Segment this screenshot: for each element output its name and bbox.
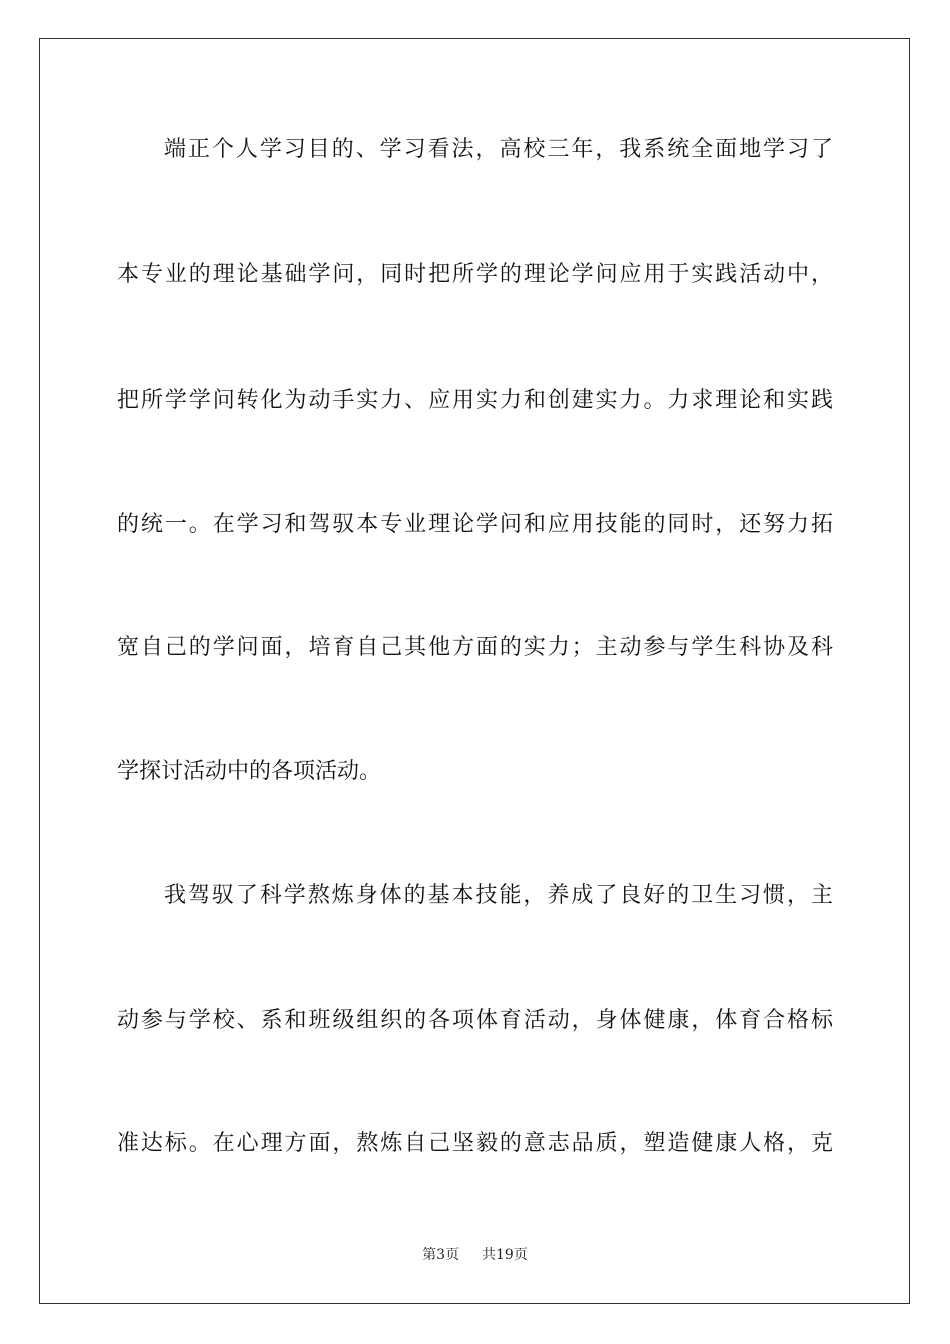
page-border — [39, 38, 910, 1304]
page-total: 共19页 — [482, 1247, 528, 1263]
paragraph-1-line-1: 端正个人学习目的、学习看法，高校三年，我系统全面地学习了 — [164, 137, 833, 162]
paragraph-1-line-2: 本专业的理论基础学问，同时把所学的理论学问应用于实践活动中， — [117, 262, 833, 287]
paragraph-1-line-6: 学探讨活动中的各项活动。 — [117, 759, 382, 784]
paragraph-2-line-1: 我驾驭了科学熬炼身体的基本技能，养成了良好的卫生习惯，主 — [164, 883, 833, 908]
page-number: 第3页 — [422, 1247, 460, 1263]
paragraph-2-line-2: 动参与学校、系和班级组织的各项体育活动，身体健康，体育合格标 — [117, 1008, 833, 1033]
paragraph-2-line-3: 准达标。在心理方面，熬炼自己坚毅的意志品质，塑造健康人格，克 — [117, 1131, 833, 1156]
paragraph-1-line-4: 的统一。在学习和驾驭本专业理论学问和应用技能的同时，还努力拓 — [117, 512, 833, 537]
paragraph-1-line-3: 把所学学问转化为动手实力、应用实力和创建实力。力求理论和实践 — [117, 388, 833, 413]
paragraph-1-line-5: 宽自己的学问面，培育自己其他方面的实力；主动参与学生科协及科 — [117, 635, 833, 660]
page-footer — [0, 1245, 950, 1265]
